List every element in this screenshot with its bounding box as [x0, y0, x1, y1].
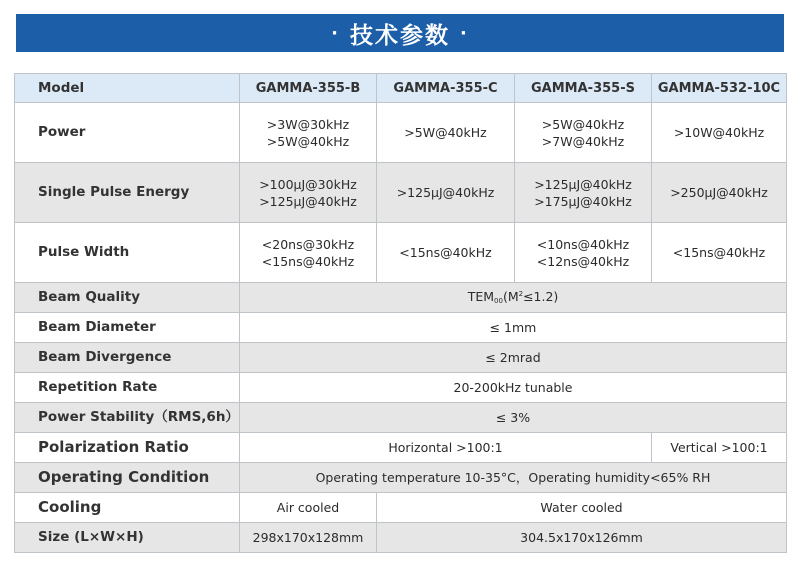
- cell-line: <10ns@40kHz: [536, 236, 630, 252]
- table-cell: 304.5x170x126mm: [377, 523, 787, 553]
- cell-line: >7W@40kHz: [541, 133, 625, 149]
- cell-text: ≤1.2): [523, 288, 559, 304]
- table-cell: <15ns@40kHz: [377, 223, 515, 283]
- table-cell: >5W@40kHz: [377, 103, 515, 163]
- cell-line: <20ns@30kHz: [261, 236, 355, 252]
- model-header: GAMMA-355-B: [240, 74, 377, 103]
- table-cell: ≤ 1mm: [240, 313, 787, 343]
- row-label: Cooling: [15, 493, 240, 523]
- table-cell: 298x170x128mm: [240, 523, 377, 553]
- table-cell: [515, 223, 652, 283]
- table-header-row: [15, 74, 787, 103]
- table-row-beam-diameter: [15, 313, 787, 343]
- table-row-cooling: [15, 493, 787, 523]
- table-row-power-stability: [15, 403, 787, 433]
- row-label: Repetition Rate: [15, 373, 240, 403]
- table-row-size: [15, 523, 787, 553]
- subscript: 00: [494, 296, 503, 305]
- row-label: Beam Diameter: [15, 313, 240, 343]
- table-row-repetition-rate: [15, 373, 787, 403]
- row-label: Power Stability（RMS,6h）: [15, 403, 240, 433]
- table-cell: Operating temperature 10-35°C，Operating humidity<65% RH: [240, 463, 787, 493]
- table-cell: Air cooled: [240, 493, 377, 523]
- table-cell: [515, 103, 652, 163]
- model-header: GAMMA-355-S: [515, 74, 652, 103]
- table-row-operating-condition: [15, 463, 787, 493]
- cell-text: (M: [502, 288, 519, 304]
- cell-line: >125μJ@40kHz: [259, 193, 357, 209]
- cell-line: <15ns@40kHz: [261, 253, 355, 269]
- table-cell: [240, 103, 377, 163]
- table-cell: <15ns@40kHz: [652, 223, 787, 283]
- section-title-banner: [16, 14, 784, 52]
- row-label: Polarization Ratio: [15, 433, 240, 463]
- table-cell: [515, 163, 652, 223]
- superscript: 2: [518, 289, 524, 298]
- table-row-beam-quality: [15, 283, 787, 313]
- row-label: Single Pulse Energy: [15, 163, 240, 223]
- row-label: Beam Divergence: [15, 343, 240, 373]
- row-label: Operating Condition: [15, 463, 240, 493]
- table-row-energy: [15, 163, 787, 223]
- model-header: GAMMA-532-10C: [652, 74, 787, 103]
- table-cell: [240, 283, 787, 313]
- cell-line: >3W@30kHz: [266, 116, 350, 132]
- cell-line: >5W@40kHz: [541, 116, 625, 132]
- cell-line: >5W@40kHz: [266, 133, 350, 149]
- table-row-power: [15, 103, 787, 163]
- cell-line: >125μJ@40kHz: [534, 176, 632, 192]
- table-cell: >250μJ@40kHz: [652, 163, 787, 223]
- cell-line: >175μJ@40kHz: [534, 193, 632, 209]
- section-title: 技术参数: [350, 22, 450, 49]
- table-cell: 20-200kHz tunable: [240, 373, 787, 403]
- table-cell: [240, 163, 377, 223]
- cell-line: <12ns@40kHz: [536, 253, 630, 269]
- table-row-polarization: [15, 433, 787, 463]
- title-dot-right: ·: [460, 22, 469, 44]
- table-cell: Horizontal >100:1: [240, 433, 652, 463]
- table-cell: Vertical >100:1: [652, 433, 787, 463]
- table-cell: Water cooled: [377, 493, 787, 523]
- row-label: Beam Quality: [15, 283, 240, 313]
- table-row-beam-divergence: [15, 343, 787, 373]
- table-cell: ≤ 2mrad: [240, 343, 787, 373]
- row-label: Pulse Width: [15, 223, 240, 283]
- spec-table: [14, 73, 787, 553]
- cell-text: TEM: [467, 288, 495, 304]
- table-cell: ≤ 3%: [240, 403, 787, 433]
- table-row-pulse-width: [15, 223, 787, 283]
- table-cell: >125μJ@40kHz: [377, 163, 515, 223]
- model-header: GAMMA-355-C: [377, 74, 515, 103]
- row-label: Size (L×W×H): [15, 523, 240, 553]
- cell-line: >100μJ@30kHz: [259, 176, 357, 192]
- model-label: Model: [15, 74, 240, 103]
- table-cell: >10W@40kHz: [652, 103, 787, 163]
- title-dot-left: ·: [331, 22, 340, 44]
- row-label: Power: [15, 103, 240, 163]
- table-cell: [240, 223, 377, 283]
